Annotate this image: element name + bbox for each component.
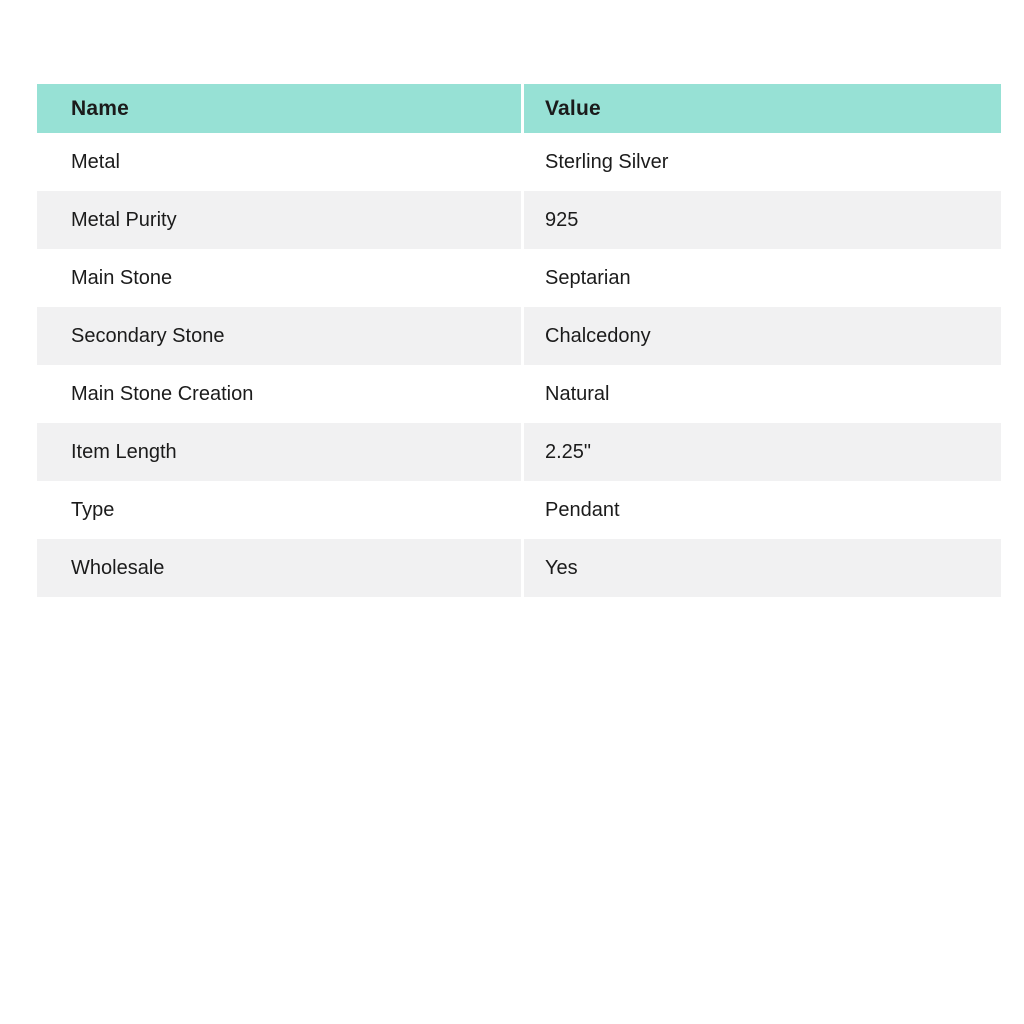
table-row (37, 133, 1001, 191)
column-header-name: Name (37, 84, 524, 133)
table-body (37, 133, 1001, 597)
spec-name-cell: Secondary Stone (37, 307, 524, 365)
table-row (37, 365, 1001, 423)
product-specs-table (37, 84, 1001, 597)
table-row (37, 481, 1001, 539)
table-header (37, 84, 1001, 133)
table-row (37, 249, 1001, 307)
spec-value-cell: 2.25" (524, 423, 1001, 481)
spec-value-cell: Sterling Silver (524, 133, 1001, 191)
spec-name-cell: Type (37, 481, 524, 539)
table-row (37, 307, 1001, 365)
spec-name-cell: Metal (37, 133, 524, 191)
table-row (37, 191, 1001, 249)
table-row (37, 539, 1001, 597)
spec-name-cell: Main Stone (37, 249, 524, 307)
spec-value-cell: 925 (524, 191, 1001, 249)
spec-value-cell: Chalcedony (524, 307, 1001, 365)
column-header-value: Value (524, 84, 1001, 133)
spec-name-cell: Item Length (37, 423, 524, 481)
product-specs-section (37, 84, 1001, 597)
spec-value-cell: Natural (524, 365, 1001, 423)
spec-value-cell: Septarian (524, 249, 1001, 307)
spec-value-cell: Yes (524, 539, 1001, 597)
spec-name-cell: Wholesale (37, 539, 524, 597)
spec-name-cell: Main Stone Creation (37, 365, 524, 423)
table-row (37, 423, 1001, 481)
spec-value-cell: Pendant (524, 481, 1001, 539)
spec-name-cell: Metal Purity (37, 191, 524, 249)
header-row (37, 84, 1001, 133)
